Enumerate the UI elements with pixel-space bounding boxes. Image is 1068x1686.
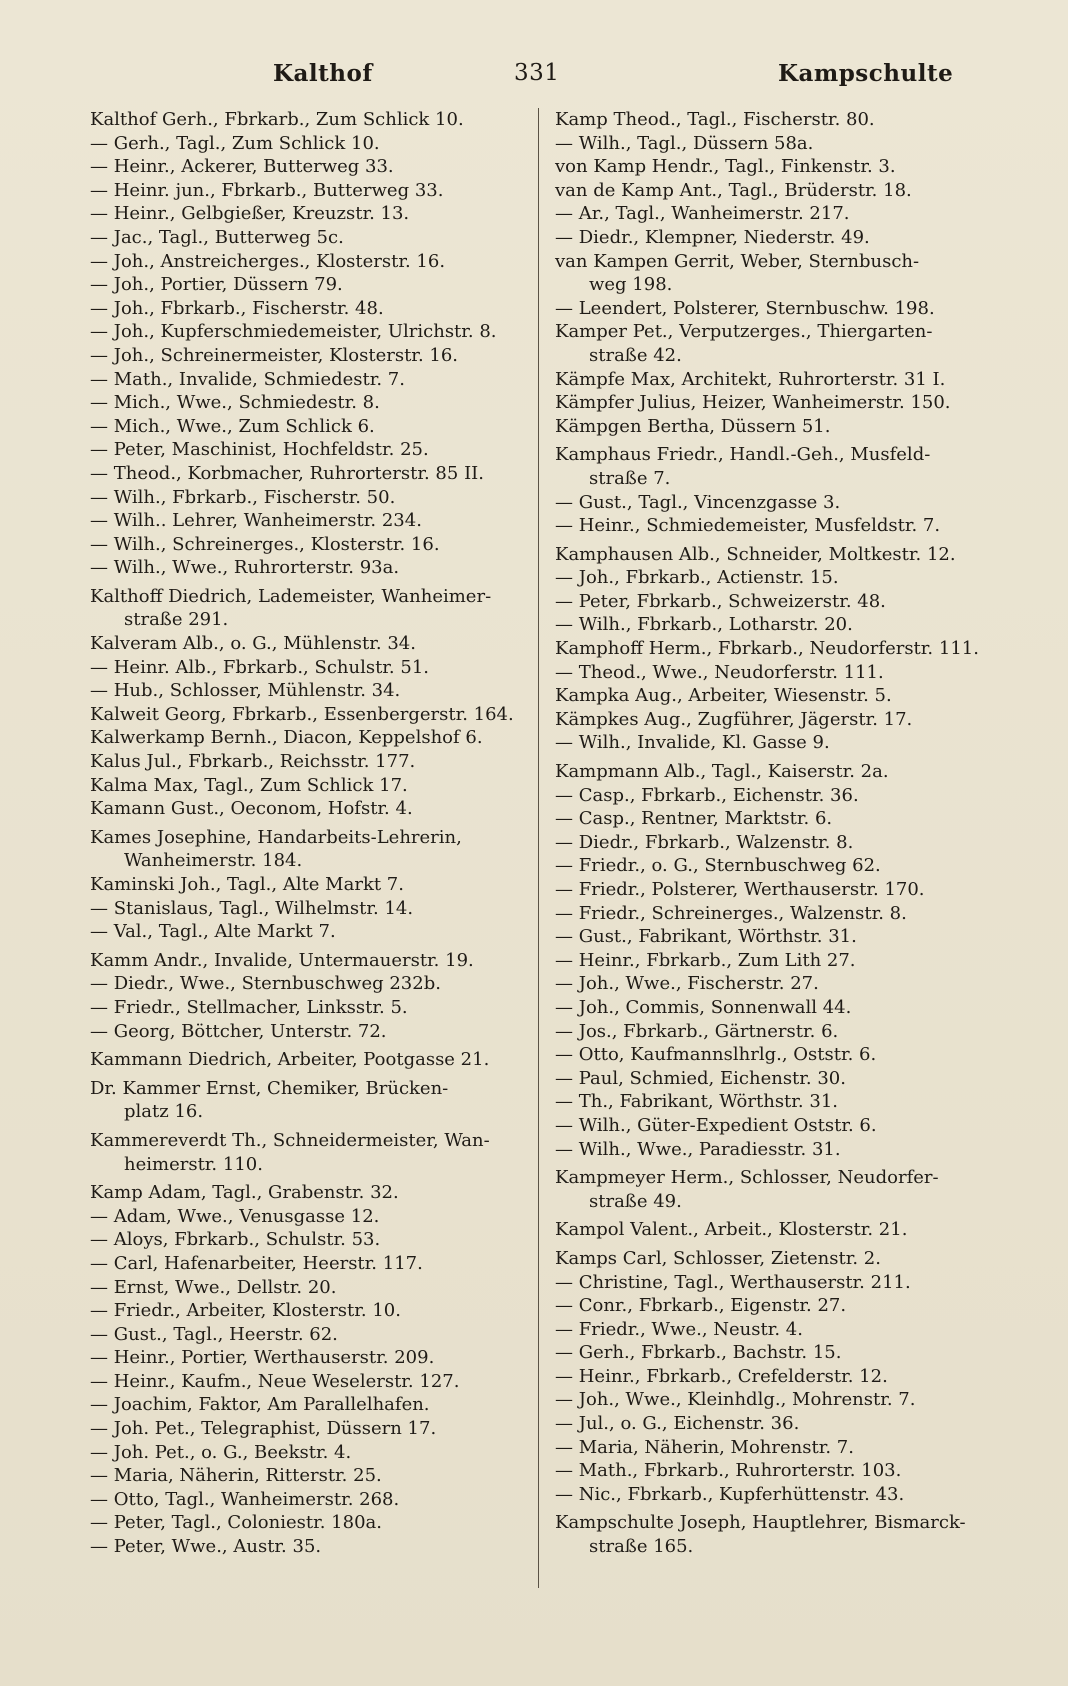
directory-entry: Kames Josephine, Handarbeits-Lehrerin, (90, 826, 462, 848)
directory-entry: — Theod., Korbmacher, Ruhrorterstr. 85 II. (90, 462, 485, 484)
directory-entry: — Otto, Kaufmannslhrlg., Oststr. 6. (555, 1044, 877, 1066)
directory-entry: Kalthof Gerh., Fbrkarb., Zum Schlick 10. (90, 109, 464, 130)
directory-entry: Kalveram Alb., o. G., Mühlenstr. 34. (90, 633, 416, 655)
directory-entry: — Wilh., Güter-Expedient Oststr. 6. (555, 1114, 877, 1136)
directory-entry: — Friedr., Schreinerges., Walzenstr. 8. (555, 902, 907, 924)
directory-entry: — Friedr., Polsterer, Werthauserstr. 170. (555, 879, 925, 900)
directory-entry: — Heinr. jun., Fbrkarb., Butterweg 33. (90, 179, 444, 201)
directory-entry: — Wilh., Tagl., Düssern 58a. (555, 132, 814, 154)
directory-entry: van Kampen Gerrit, Weber, Sternbusch- (555, 250, 920, 272)
directory-entry: — Joh., Schreinermeister, Klosterstr. 16. (90, 344, 459, 366)
directory-entry-continuation: straße 42. (589, 344, 682, 366)
directory-entry: — Aloys, Fbrkarb., Schulstr. 53. (90, 1229, 381, 1251)
directory-entry: — Joh., Fbrkarb., Fischerstr. 48. (90, 297, 384, 319)
directory-entry: — Wilh.. Lehrer, Wanheimerstr. 234. (90, 510, 422, 532)
directory-entry: — Heinr. Alb., Fbrkarb., Schulstr. 51. (90, 656, 430, 678)
header-right-keyword: Kampschulte (778, 60, 954, 87)
column-divider (538, 108, 539, 1588)
directory-entry: Kampschulte Joseph, Hauptlehrer, Bismarck- (555, 1512, 966, 1534)
directory-entry: Kampka Aug., Arbeiter, Wiesenstr. 5. (555, 685, 892, 707)
directory-entry: von Kamp Hendr., Tagl., Finkenstr. 3. (555, 156, 896, 178)
directory-entry: Kalma Max, Tagl., Zum Schlick 17. (90, 774, 408, 796)
directory-entry-continuation: straße 49. (589, 1190, 682, 1212)
directory-entry: Kalweit Georg, Fbrkarb., Essenbergerstr. 164. (90, 703, 514, 725)
directory-entry: — Nic., Fbrkarb., Kupferhüttenstr. 43. (555, 1483, 905, 1505)
directory-entry: Kamper Pet., Verputzerges., Thiergarten- (555, 321, 933, 343)
directory-entry: — Heinr., Schmiedemeister, Musfeldstr. 7. (555, 515, 941, 537)
directory-entry-continuation: weg 198. (589, 274, 673, 296)
directory-entry: — Diedr., Wwe., Sternbuschweg 232b. (90, 973, 441, 995)
directory-entry: — Heinr., Portier, Werthauserstr. 209. (90, 1347, 435, 1369)
directory-entry: — Maria, Näherin, Mohrenstr. 7. (555, 1436, 854, 1458)
directory-entry: Kamphausen Alb., Schneider, Moltkestr. 12. (555, 543, 956, 565)
directory-entry: — Gerh., Tagl., Zum Schlick 10. (90, 132, 380, 154)
directory-entry: Dr. Kammer Ernst, Chemiker, Brücken- (90, 1077, 449, 1099)
directory-entry: — Gust., Tagl., Heerstr. 62. (90, 1323, 338, 1345)
directory-entry: — Heinr., Ackerer, Butterweg 33. (90, 156, 394, 178)
directory-entry: — Wilh., Invalide, Kl. Gasse 9. (555, 732, 830, 754)
directory-entry: — Adam, Wwe., Venusgasse 12. (90, 1205, 380, 1227)
directory-entry: — Casp., Fbrkarb., Eichenstr. 36. (555, 784, 859, 806)
directory-entry: — Friedr., Arbeiter, Klosterstr. 10. (90, 1300, 401, 1322)
directory-entry: Kamann Gust., Oeconom, Hofstr. 4. (90, 798, 413, 820)
directory-entry: Kalwerkamp Bernh., Diacon, Keppelshof 6. (90, 727, 483, 749)
directory-entry: — Jac., Tagl., Butterweg 5c. (90, 226, 344, 248)
directory-entry-continuation: platz 16. (124, 1101, 204, 1123)
directory-entry: — Joh. Pet., o. G., Beekstr. 4. (90, 1441, 352, 1463)
directory-entry: — Math., Fbrkarb., Ruhrorterstr. 103. (555, 1460, 902, 1482)
directory-entry: Kalthoff Diedrich, Lademeister, Wanheimer- (90, 585, 492, 607)
directory-entry: van de Kamp Ant., Tagl., Brüderstr. 18. (555, 179, 912, 201)
directory-entry: Kammereverdt Th., Schneidermeister, Wan- (90, 1129, 490, 1151)
directory-entry: Kamm Andr., Invalide, Untermauerstr. 19. (90, 949, 474, 971)
directory-entry: — Conr., Fbrkarb., Eigenstr. 27. (555, 1295, 847, 1317)
directory-entry: Kampmeyer Herm., Schlosser, Neudorfer- (555, 1167, 939, 1189)
directory-entry: Kammann Diedrich, Arbeiter, Pootgasse 21. (90, 1049, 490, 1071)
directory-entry: — Ernst, Wwe., Dellstr. 20. (90, 1276, 337, 1298)
directory-entry: — Otto, Tagl., Wanheimerstr. 268. (90, 1488, 400, 1510)
directory-entry: — Heinr., Kaufm., Neue Weselerstr. 127. (90, 1370, 460, 1392)
directory-entry: Kamphaus Friedr., Handl.-Geh., Musfeld- (555, 444, 931, 466)
directory-entry: — Heinr., Fbrkarb., Zum Lith 27. (555, 949, 856, 971)
right-column (555, 108, 980, 1559)
directory-entry: — Joh., Kupferschmiedemeister, Ulrichstr. 8. (90, 321, 497, 343)
directory-entry: — Jul., o. G., Eichenstr. 36. (555, 1413, 800, 1435)
directory-entry: — Joh., Wwe., Fischerstr. 27. (555, 973, 819, 995)
directory-entry: Kämpfe Max, Architekt, Ruhrorterstr. 31 I. (555, 368, 946, 390)
directory-entry: Kamp Adam, Tagl., Grabenstr. 32. (90, 1182, 399, 1204)
directory-entry: — Diedr., Fbrkarb., Walzenstr. 8. (555, 831, 854, 853)
directory-entry-continuation: Wanheimerstr. 184. (124, 850, 303, 872)
directory-entry: — Peter, Maschinist, Hochfeldstr. 25. (90, 439, 429, 461)
directory-entry: — Wilh., Fbrkarb., Lotharstr. 20. (555, 614, 853, 636)
directory-entry-continuation: straße 291. (124, 609, 229, 631)
directory-entry: — Mich., Wwe., Zum Schlick 6. (90, 415, 375, 437)
directory-entry: — Th., Fabrikant, Wörthstr. 31. (555, 1091, 838, 1113)
directory-entry: — Mich., Wwe., Schmiedestr. 8. (90, 392, 380, 414)
directory-entry: — Maria, Näherin, Ritterstr. 25. (90, 1465, 382, 1487)
directory-entry: Kaminski Joh., Tagl., Alte Markt 7. (90, 874, 404, 895)
directory-entry: — Wilh., Schreinerges., Klosterstr. 16. (90, 533, 440, 555)
directory-entry: — Wilh., Wwe., Ruhrorterstr. 93a. (90, 557, 400, 579)
directory-entry: — Gust., Tagl., Vincenzgasse 3. (555, 491, 841, 513)
directory-entry: Kampol Valent., Arbeit., Klosterstr. 21. (555, 1219, 908, 1241)
directory-entry-continuation: heimerstr. 110. (124, 1153, 263, 1175)
directory-entry: — Diedr., Klempner, Niederstr. 49. (555, 226, 870, 248)
directory-entry: — Friedr., Stellmacher, Linksstr. 5. (90, 996, 408, 1018)
left-column (90, 108, 520, 1559)
directory-entry: — Heinr., Fbrkarb., Crefelderstr. 12. (555, 1365, 888, 1387)
directory-entry: — Gust., Fabrikant, Wörthstr. 31. (555, 926, 857, 948)
directory-entry: — Val., Tagl., Alte Markt 7. (90, 921, 336, 943)
directory-entry: — Peter, Tagl., Coloniestr. 180a. (90, 1512, 382, 1534)
directory-entry: — Friedr., Wwe., Neustr. 4. (555, 1318, 803, 1340)
directory-entry: — Joh., Anstreicherges., Klosterstr. 16. (90, 250, 446, 272)
directory-entry: — Gerh., Fbrkarb., Bachstr. 15. (555, 1342, 842, 1364)
directory-entry: — Hub., Schlosser, Mühlenstr. 34. (90, 680, 401, 702)
directory-entry: Kämpfer Julius, Heizer, Wanheimerstr. 150. (555, 392, 951, 414)
directory-entry: Kämpgen Bertha, Düssern 51. (555, 415, 831, 437)
directory-entry: — Jos., Fbrkarb., Gärtnerstr. 6. (555, 1020, 839, 1042)
directory-entry: — Stanislaus, Tagl., Wilhelmstr. 14. (90, 897, 414, 919)
directory-entry: — Ar., Tagl., Wanheimerstr. 217. (555, 203, 850, 225)
directory-entry: — Heinr., Gelbgießer, Kreuzstr. 13. (90, 203, 410, 225)
directory-entry: — Joh., Portier, Düssern 79. (90, 274, 343, 296)
directory-entry: Kalus Jul., Fbrkarb., Reichsstr. 177. (90, 751, 416, 773)
directory-entry: — Math., Invalide, Schmiedestr. 7. (90, 368, 405, 390)
directory-entry: Kamps Carl, Schlosser, Zietenstr. 2. (555, 1247, 881, 1269)
directory-entry: — Friedr., o. G., Sternbuschweg 62. (555, 855, 881, 877)
directory-entry: — Joh., Wwe., Kleinhdlg., Mohrenstr. 7. (555, 1389, 916, 1411)
directory-entry: — Leendert, Polsterer, Sternbuschw. 198. (555, 297, 935, 319)
directory-entry: — Christine, Tagl., Werthauserstr. 211. (555, 1271, 911, 1293)
directory-entry: — Carl, Hafenarbeiter, Heerstr. 117. (90, 1252, 423, 1274)
directory-entry: — Peter, Fbrkarb., Schweizerstr. 48. (555, 590, 886, 612)
directory-entry: — Joh., Fbrkarb., Actienstr. 15. (555, 567, 839, 589)
page-header (88, 52, 996, 92)
directory-entry: — Wilh., Fbrkarb., Fischerstr. 50. (90, 486, 396, 508)
directory-entry: Kämpkes Aug., Zugführer, Jägerstr. 17. (555, 708, 913, 730)
directory-entry: — Joh. Pet., Telegraphist, Düssern 17. (90, 1418, 437, 1440)
directory-entry: — Peter, Wwe., Austr. 35. (90, 1536, 322, 1558)
directory-entry: Kampmann Alb., Tagl., Kaiserstr. 2a. (555, 761, 889, 783)
directory-entry: Kamphoff Herm., Fbrkarb., Neudorferstr. 111. (555, 638, 979, 660)
directory-entry: Kamp Theod., Tagl., Fischerstr. 80. (555, 109, 875, 130)
page-number: 331 (514, 60, 560, 86)
directory-entry-continuation: straße 7. (589, 467, 671, 489)
directory-entry: — Paul, Schmied, Eichenstr. 30. (555, 1067, 846, 1089)
directory-entry: — Theod., Wwe., Neudorferstr. 111. (555, 661, 884, 683)
directory-entry: — Joh., Commis, Sonnenwall 44. (555, 996, 852, 1018)
directory-entry: — Wilh., Wwe., Paradiesstr. 31. (555, 1138, 841, 1160)
header-left-keyword: Kalthof (273, 60, 373, 87)
directory-entry: — Casp., Rentner, Marktstr. 6. (555, 808, 833, 830)
directory-entry: — Joachim, Faktor, Am Parallelhafen. (90, 1394, 430, 1416)
directory-entry: — Georg, Böttcher, Unterstr. 72. (90, 1020, 387, 1042)
directory-entry-continuation: straße 165. (589, 1536, 694, 1558)
